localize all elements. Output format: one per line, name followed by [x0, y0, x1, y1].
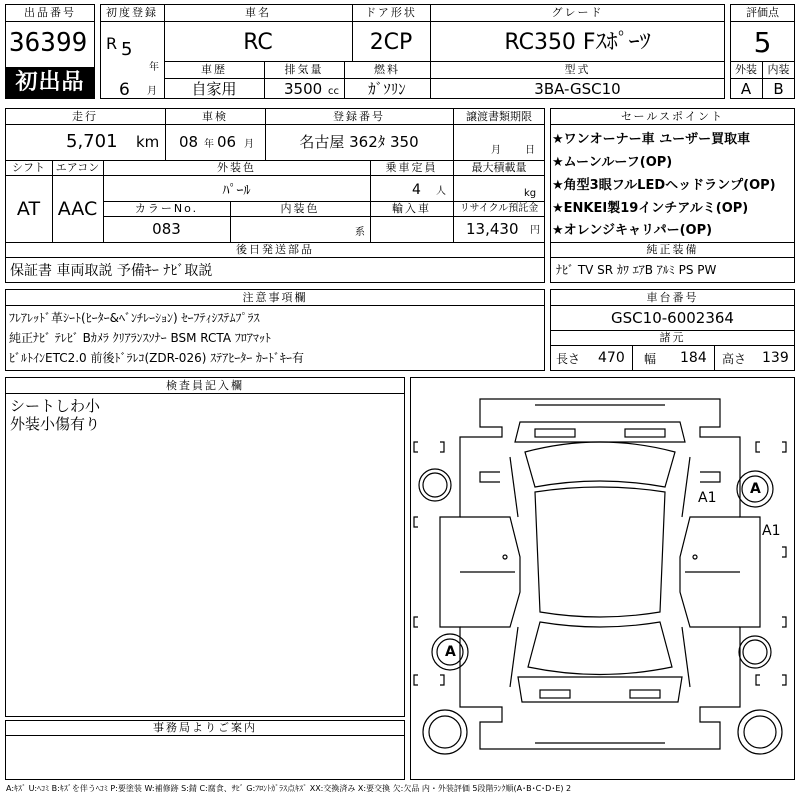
inspect-year: 08: [179, 133, 199, 151]
hgt-label: 高さ: [722, 352, 747, 366]
selling-item: ★ENKEI製19インチアルミ(OP): [552, 201, 749, 216]
mileage: 5,701: [66, 131, 118, 152]
ac-label: エアコン: [55, 161, 100, 174]
grade: RC350 Fｽﾎﾟｰﾂ: [504, 30, 651, 55]
recycle-unit: 円: [530, 225, 540, 236]
notes-line: ﾌﾚｱﾚｯﾄﾞ革ｼｰﾄ(ﾋｰﾀｰ&ﾍﾞﾝﾁﾚｰｼｮﾝ) ｾｰﾌﾃｨｼｽﾃﾑﾌﾟﾗｽ: [9, 311, 260, 325]
inspect-label: 車検: [202, 110, 228, 123]
fuel: ｶﾞｿﾘﾝ: [368, 80, 406, 98]
month-unit: 月: [147, 86, 157, 97]
mileage-label: 走行: [72, 110, 98, 123]
reg-year: 5: [121, 39, 133, 60]
inspect-month-unit: 月: [244, 139, 254, 150]
reg-month: 6: [119, 80, 130, 100]
score-label: 評価点: [746, 6, 779, 19]
legend: A:ｷｽﾞ U:ﾍｺﾐ B:ｷｽﾞを伴うﾍｺﾐ P:要塗装 W:補修跡 S:錆 C:腐食、ｻﾋﾞ G:ﾌﾛﾝﾄｶﾞﾗｽ点ｷｽﾞ XX:交換済み X:要交換 欠:欠品 内・外装評価 5段階ﾗﾝｸ順(A･B･C･D･E) 2: [6, 784, 572, 793]
selling-item: ★オレンジキャリパー(OP): [552, 223, 713, 238]
doors: 2CP: [369, 30, 413, 55]
car-name: RC: [243, 30, 273, 55]
era: R: [106, 34, 118, 53]
model: 3BA-GSC10: [534, 80, 621, 98]
len: 470: [598, 350, 625, 366]
transfer-label: 譲渡書類期限: [466, 110, 532, 123]
fuel-label: 燃料: [374, 63, 400, 76]
selling-item: ★角型3眼フルLEDヘッドランプ(OP): [552, 178, 776, 193]
model-label: 型式: [564, 63, 591, 76]
damage-mark: A1: [698, 490, 717, 506]
ext-grade: A: [740, 80, 752, 98]
seats-unit: 人: [436, 186, 446, 197]
lot-number: 36399: [9, 28, 88, 58]
disp-unit: cc: [328, 86, 339, 97]
doors-label: ドア形状: [365, 6, 417, 19]
recycle-label: リサイクル預託金: [459, 203, 539, 214]
notes-line: ﾋﾞﾙﾄｲﾝETC2.0 前後ﾄﾞﾗﾚｺ(ZDR-026) ｽﾃｱﾋｰﾀｰ ｶｰﾄﾞｷｰ有: [9, 351, 305, 365]
color: ﾊﾟｰﾙ: [222, 183, 251, 199]
seats: 4: [412, 182, 421, 198]
selling-item: ★ワンオーナー車 ユーザー買取車: [552, 132, 751, 147]
car-diagram: [410, 377, 795, 780]
first-listing-label: 初出品: [15, 70, 85, 95]
intcolor-unit: 系: [355, 227, 365, 238]
equip-label: 純正装備: [646, 243, 699, 256]
office-label: 事務局よりご案内: [153, 721, 257, 734]
shift-label: シフト: [12, 161, 45, 174]
equip: ﾅﾋﾞ TV SR ｶﾜ ｴｱB ｱﾙﾐ PS PW: [556, 263, 717, 277]
damage-mark: A: [750, 481, 761, 497]
colorno-label: カラーNo.: [134, 202, 199, 215]
chassis-number: GSC10-6002364: [611, 309, 734, 327]
car-name-label: 車名: [245, 6, 271, 19]
reg-label: 初度登録: [106, 6, 158, 19]
score: 5: [753, 26, 772, 59]
ext-label: 外装: [735, 63, 757, 76]
int-label: 内装: [767, 63, 790, 76]
hgt: 139: [762, 350, 789, 366]
colorno: 083: [152, 220, 181, 238]
plate: 名古屋 362ﾀ 350: [299, 133, 419, 151]
load-label: 最大積載量: [471, 161, 527, 174]
shift: AT: [16, 198, 41, 220]
selling-label: セールスポイント: [620, 110, 724, 123]
history-label: 車歴: [201, 63, 227, 76]
color-label: 外装色: [217, 161, 256, 174]
inspector-label: 検査員記入欄: [166, 379, 244, 392]
load-unit: kg: [524, 188, 537, 199]
lot-label: 出品番号: [24, 6, 76, 19]
later-parts: 保証書 車両取説 予備ｷｰ ﾅﾋﾞ取説: [10, 263, 213, 279]
plate-label: 登録番号: [333, 110, 385, 123]
import-label: 輸入車: [392, 202, 431, 215]
year-unit: 年: [149, 62, 159, 73]
int-grade: B: [773, 80, 784, 98]
inspect-year-unit: 年: [204, 139, 214, 150]
history: 自家用: [191, 80, 237, 98]
intcolor-label: 内装色: [280, 202, 320, 215]
ac: AAC: [57, 198, 98, 220]
disp: 3500: [284, 80, 323, 98]
wid: 184: [680, 350, 707, 366]
wid-label: 幅: [644, 352, 657, 366]
inspect-month: 06: [217, 133, 237, 151]
chassis-label: 車台番号: [646, 291, 699, 304]
later-label: 後日発送部品: [236, 243, 314, 256]
transfer-day: 日: [525, 145, 535, 156]
grade-label: グレード: [551, 6, 604, 19]
notes-label: 注意事項欄: [242, 291, 308, 304]
transfer-month: 月: [491, 145, 501, 156]
damage-mark: A1: [762, 523, 781, 539]
notes-line: 純正ﾅﾋﾞ ﾃﾚﾋﾞ Bｶﾒﾗ ｸﾘｱﾗﾝｽｿﾅｰ BSM RCTA ﾌﾛｱﾏｯﾄ: [9, 331, 271, 345]
recycle: 13,430: [466, 220, 519, 238]
disp-label: 排気量: [284, 63, 324, 76]
inspector-line: 外装小傷有り: [10, 415, 101, 433]
mileage-unit: km: [136, 133, 160, 151]
selling-item: ★ムーンルーフ(OP): [552, 155, 673, 170]
seats-label: 乗車定員: [385, 161, 438, 174]
len-label: 長さ: [556, 352, 581, 366]
dims-label: 諸元: [659, 331, 686, 344]
damage-mark: A: [445, 644, 456, 660]
inspector-line: シートしわ小: [10, 397, 101, 415]
